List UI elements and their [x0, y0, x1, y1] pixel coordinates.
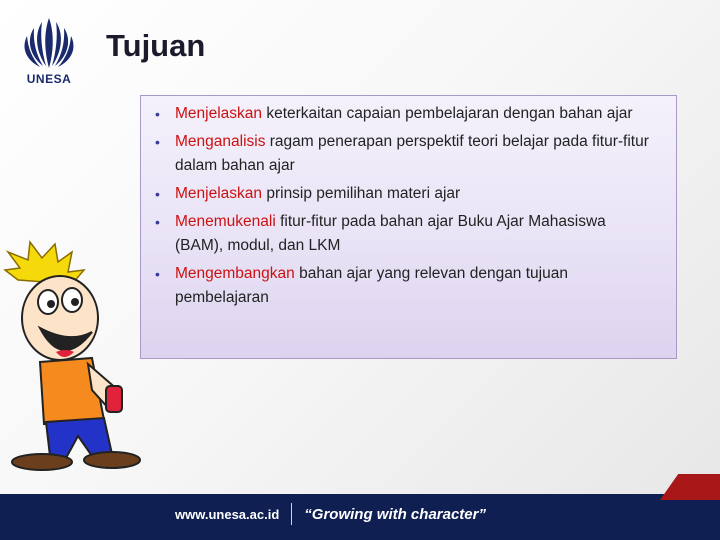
bullet: •: [155, 186, 160, 202]
bullet: •: [155, 134, 160, 150]
objective-keyword: Mengembangkan: [175, 265, 295, 282]
objective-item: [155, 102, 656, 126]
footer-url-link[interactable]: www.unesa.ac.id: [175, 506, 280, 522]
objectives-box: [140, 95, 677, 359]
objective-text: ragam penerapan perspektif teori belajar pada fitur-fitur dalam bahan ajar: [175, 133, 649, 174]
objective-text: keterkaitan capaian pembelajaran dengan bahan ajar: [262, 105, 633, 122]
objectives-list: [155, 102, 656, 310]
objective-text: prinsip pemilihan materi ajar: [262, 185, 461, 202]
objective-keyword: Menjelaskan: [175, 185, 263, 202]
bullet: •: [155, 214, 160, 230]
objective-keyword: Menjelaskan: [175, 105, 263, 122]
objective-keyword: Menganalisis: [175, 133, 266, 150]
objective-item: [155, 182, 656, 206]
unesa-emblem-icon: [18, 12, 80, 72]
footer-divider: [291, 503, 292, 525]
objective-keyword: Menemukenali: [175, 213, 276, 230]
cartoon-character-illustration: [0, 240, 150, 472]
objective-text: bahan ajar yang relevan dengan tujuan pembelajaran: [175, 265, 568, 306]
objective-item: [155, 210, 656, 258]
footer-content: [175, 494, 486, 534]
page-title: Tujuan: [106, 28, 206, 63]
unesa-logo: [18, 12, 80, 88]
footer-bar: [0, 494, 720, 540]
objective-item: [155, 130, 656, 178]
objective-text: fitur-fitur pada bahan ajar Buku Ajar Mahasiswa (BAM), modul, dan LKM: [175, 213, 606, 254]
bullet: •: [155, 266, 160, 282]
bullet: •: [155, 106, 160, 122]
footer-tagline: “Growing with character”: [304, 505, 486, 523]
objective-item: [155, 262, 656, 310]
logo-text: UNESA: [26, 72, 72, 86]
footer-accent-stripe: [660, 474, 720, 500]
